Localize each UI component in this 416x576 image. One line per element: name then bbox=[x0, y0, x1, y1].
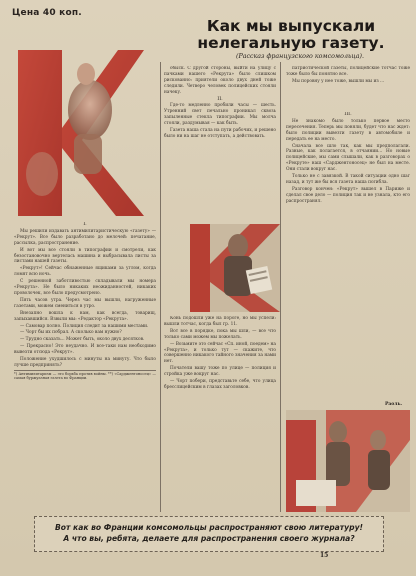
paragraph: Внезапно вошла к нам, как всегда, товарищ, запыхавшийся. Взвыли мы: «Редактор «Рекрута». bbox=[14, 310, 156, 322]
banner-line-2: А что вы, ребята, делаете для распространения своего журнала? bbox=[63, 534, 355, 543]
price-label: Цена 40 коп. bbox=[12, 8, 82, 18]
paragraph: — Чорт побери, представьте себе, что улица бресслицейским в глазах заголовков. bbox=[164, 379, 276, 390]
text-column-2-bottom bbox=[164, 316, 276, 512]
paragraph: — Прекрасно! Это неудачно. И все-таки нам необходимо вывезти отсюда «Рекрут». bbox=[14, 344, 156, 356]
text-column-3 bbox=[286, 112, 410, 408]
article-title: Как мы выпускали нелегальную газету. bbox=[197, 17, 385, 52]
paragraph: Разговор кончен: «Рекрут» вышел в Париже и сделал свое дело — полиция так и не узнала, кто его распространял. bbox=[286, 186, 410, 204]
paragraph: Положение ухудшилось с минуты на минуту. Что было лучше предпринять? bbox=[14, 357, 156, 368]
page-number: 15 bbox=[320, 552, 329, 559]
paragraph: — Чорт бы их побрал. А сколько вам нужно? bbox=[20, 330, 122, 336]
paragraph: Пять часов утра. Через час мы вышли, нагруженные газетами, можем смениться в утро. bbox=[14, 297, 156, 309]
paragraph: — Трудно сказать... Может быть, около двух десятков. bbox=[20, 337, 145, 343]
banner-line-1: Вот как во Франции комсомольцы распространяют свою литературу! bbox=[55, 523, 363, 532]
paragraph: патриотической газеты, полицейские тотчас тоже тоже было бы понятно все. bbox=[286, 66, 410, 77]
section-heading: II. bbox=[217, 95, 223, 102]
paragraph: Початели вашу тоже по улице — полиция и стройка уже вокруг нас. bbox=[164, 366, 276, 378]
paragraph: Только не с завязкой. В такой ситуации одно шаг назад, и тут же бы вся газета наша погибла. bbox=[286, 174, 410, 185]
paragraph: — Самовар полно. Полиция следит за нашими местами. bbox=[20, 323, 149, 329]
text-column-1 bbox=[14, 222, 156, 510]
paragraph: «Рекрут»! Сейчас обнаженные ящиками за углом, когда ломят всю ночь. bbox=[14, 266, 156, 278]
paragraph: Не знакомо было только первое место пересечения. Теперь мы поняли, будет что нас ждет: было полиции вывезти газету в автомобиле и передать ее на место. bbox=[286, 118, 410, 142]
section-heading: III. bbox=[344, 112, 352, 117]
bottom-banner bbox=[34, 516, 384, 552]
photo-image bbox=[190, 224, 280, 312]
paragraph: Конь подошли уже на пороге, но мы успели: вышли тотчас, когда был гр. 11. bbox=[164, 316, 276, 327]
paragraph: обыск. С другой стороны, выйти на улицу с пачками нашего «Рекрута» было слишком рискованно: приятели около двух дней тоже следили. Четверо человек полицейских стояли начеку. bbox=[164, 66, 276, 95]
footnote: *) Антимилитаризм — это борьба против войны. **) «Сарджентоносец» — самая буржуазная газета во Франции. bbox=[14, 371, 156, 381]
paragraph: Мы решили издавать антимилитаристическую «газету» — «Рекрут». Все было разработано до мелочей: печатание, рассылка, распространение. bbox=[14, 228, 156, 246]
paragraph: Газета наша стала на пути рабочих, и решено было ни на шаг не отступать, а действовать. bbox=[164, 128, 276, 139]
paragraph: Мы поровну у нее тоже, вышли мы из ... bbox=[292, 78, 385, 84]
article-subtitle: (Рассказ французского комсомольца). bbox=[236, 53, 364, 60]
section-heading: I. bbox=[83, 222, 87, 227]
decorative-letter-k bbox=[14, 44, 144, 220]
column-rule bbox=[280, 62, 281, 512]
paragraph: Где-то медленно пробили часы — шесть. Утренний свет печально проникал сквозь запыленные стекла типографии. Мы молча стояли, раздумывая — как быть. bbox=[164, 103, 276, 127]
paragraph: И вот мы все стояли в типографии и смотрели, как безостановочно вертелась машина и выбрасывала листы за листами нашей газеты. bbox=[14, 247, 156, 265]
paragraph: — Возьмите это сейчас «Сп. иной, поедем» на «Рекрута», и только тут — скажите, что совершенно никакого тайного значения за нами нет. bbox=[164, 341, 276, 365]
author-signature: Раоль. bbox=[385, 402, 403, 407]
paragraph: С решенной заботливостью складывали мы номера «Рекрута». Не было никаких неожиданностей, никаких проволочек, все было предусмотрено. bbox=[14, 279, 156, 296]
photo-image bbox=[286, 410, 410, 512]
column-rule bbox=[160, 62, 161, 512]
text-column-3-top bbox=[286, 66, 410, 110]
photo-man-with-papers bbox=[190, 224, 280, 312]
paragraph: Вот все в порядке, пока мы шли, — все что только сами можем мы пожелать. bbox=[164, 328, 276, 340]
photo-figures bbox=[286, 410, 410, 512]
paragraph: Сначала все шло так, как мы предполагали. Разные, как полагается, в отчаянии... Но новые полицейские, мы сами слышали, как в разговорах о «Рекруте» наш «Сарджентоносец» не был на месте. Они стали вокруг нас. bbox=[286, 143, 410, 173]
text-column-2-top bbox=[164, 66, 276, 218]
